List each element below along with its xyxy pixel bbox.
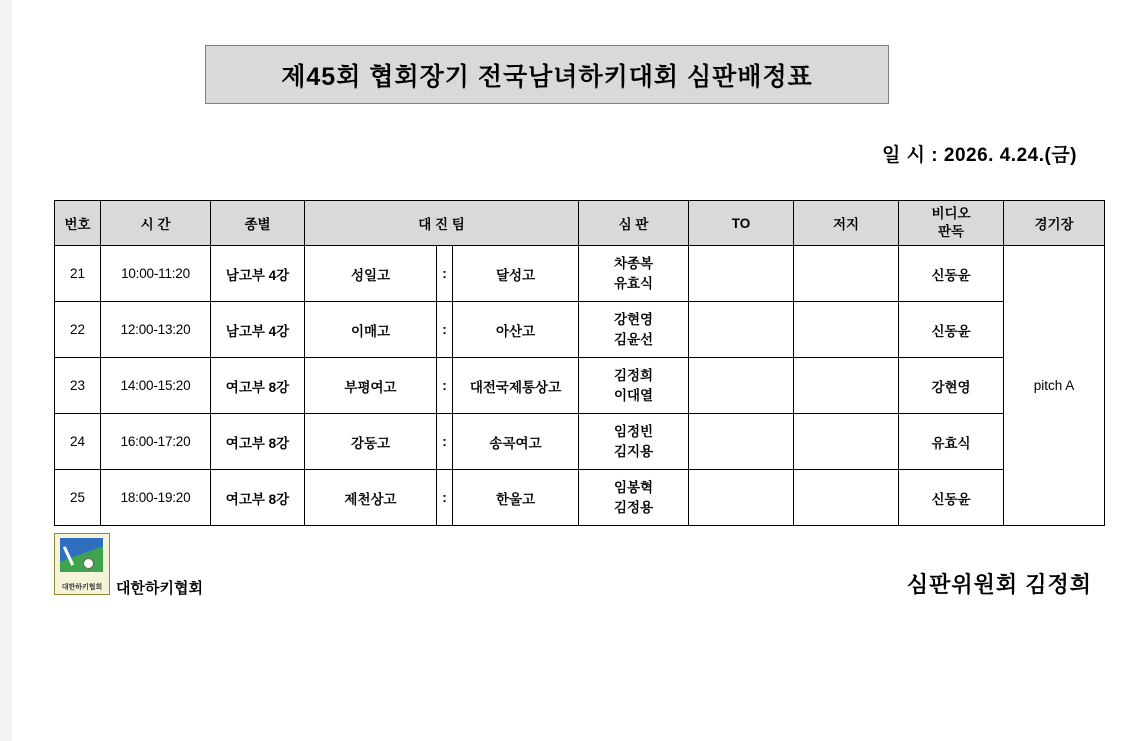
cell-team-b: 대전국제통상고 (453, 358, 579, 414)
cell-team-b: 아산고 (453, 302, 579, 358)
referee-name-2: 유효식 (613, 275, 654, 291)
cell-class: 여고부 8강 (211, 358, 305, 414)
cell-versus: : (437, 470, 453, 526)
table-row (55, 414, 1105, 470)
referee-name-1: 김정희 (613, 367, 654, 383)
cell-referees (579, 302, 689, 358)
cell-video-review: 신동윤 (899, 246, 1004, 302)
referee-name-2: 김정용 (613, 499, 654, 515)
cell-team-a: 강동고 (305, 414, 437, 470)
cell-no: 24 (55, 414, 101, 470)
cell-team-b: 한울고 (453, 470, 579, 526)
cell-video-review: 신동윤 (899, 302, 1004, 358)
header-video-review (899, 201, 1004, 246)
cell-team-a: 부평여고 (305, 358, 437, 414)
cell-team-b: 달성고 (453, 246, 579, 302)
document-title-box (205, 45, 889, 104)
page-title: 제45회 협회장기 전국남녀하키대회 심판배정표 (281, 62, 813, 91)
header-referee: 심 판 (579, 201, 689, 246)
cell-to (689, 302, 794, 358)
table-row (55, 302, 1105, 358)
cell-time: 18:00-19:20 (101, 470, 211, 526)
cell-referees (579, 414, 689, 470)
cell-no: 25 (55, 470, 101, 526)
cell-venue: pitch A (1004, 246, 1105, 526)
assignment-table-wrapper (54, 200, 1098, 526)
cell-referees (579, 470, 689, 526)
cell-block (794, 246, 899, 302)
referee-name-1: 임정빈 (613, 423, 654, 439)
cell-team-a: 성일고 (305, 246, 437, 302)
cell-block (794, 414, 899, 470)
cell-class: 남고부 4강 (211, 246, 305, 302)
event-date: 일 시 : 2026. 4.24.(금) (882, 145, 1077, 166)
cell-team-a: 이매고 (305, 302, 437, 358)
cell-block (794, 358, 899, 414)
header-video-review-line2: 판독 (937, 224, 965, 239)
cell-to (689, 470, 794, 526)
cell-video-review: 강현영 (899, 358, 1004, 414)
table-header (55, 201, 1105, 246)
table-row (55, 246, 1105, 302)
association-name: 대한하키협회 (116, 580, 203, 597)
logo-caption: 대한하키협회 (61, 584, 103, 591)
table-body (55, 246, 1105, 526)
table-row (55, 358, 1105, 414)
header-block: 저지 (794, 201, 899, 246)
cell-time: 10:00-11:20 (101, 246, 211, 302)
referee-name-2: 김지용 (613, 443, 654, 459)
referee-name-2: 이대열 (613, 387, 654, 403)
referee-name-1: 차종복 (613, 255, 654, 271)
cell-class: 남고부 4강 (211, 302, 305, 358)
referee-name-1: 강현영 (613, 311, 654, 327)
header-no: 번호 (55, 201, 101, 246)
cell-block (794, 302, 899, 358)
table-row (55, 470, 1105, 526)
cell-class: 여고부 8강 (211, 414, 305, 470)
cell-to (689, 246, 794, 302)
cell-time: 12:00-13:20 (101, 302, 211, 358)
cell-no: 21 (55, 246, 101, 302)
header-class: 종별 (211, 201, 305, 246)
referee-name-2: 김윤선 (613, 331, 654, 347)
signature-line: 심판위원회 김정희 (906, 572, 1092, 597)
cell-team-b: 송곡여고 (453, 414, 579, 470)
cell-versus: : (437, 358, 453, 414)
header-to: TO (689, 201, 794, 246)
hockey-ball-icon (83, 558, 94, 569)
cell-video-review: 신동윤 (899, 470, 1004, 526)
cell-referees (579, 358, 689, 414)
assignment-table (54, 200, 1105, 526)
cell-block (794, 470, 899, 526)
cell-video-review: 유효식 (899, 414, 1004, 470)
header-video-review-line1: 비디오 (931, 206, 971, 222)
cell-versus: : (437, 414, 453, 470)
cell-to (689, 358, 794, 414)
cell-team-a: 제천상고 (305, 470, 437, 526)
cell-time: 14:00-15:20 (101, 358, 211, 414)
cell-versus: : (437, 246, 453, 302)
referee-name-1: 임봉혁 (613, 479, 654, 495)
cell-no: 22 (55, 302, 101, 358)
document-sheet (12, 0, 1132, 741)
cell-class: 여고부 8강 (211, 470, 305, 526)
header-match: 대 진 팀 (305, 201, 579, 246)
cell-time: 16:00-17:20 (101, 414, 211, 470)
cell-to (689, 414, 794, 470)
hockey-association-logo-icon (54, 533, 110, 595)
table-header-row (55, 201, 1105, 246)
cell-versus: : (437, 302, 453, 358)
cell-referees (579, 246, 689, 302)
cell-no: 23 (55, 358, 101, 414)
header-time: 시 간 (101, 201, 211, 246)
header-venue: 경기장 (1004, 201, 1105, 246)
